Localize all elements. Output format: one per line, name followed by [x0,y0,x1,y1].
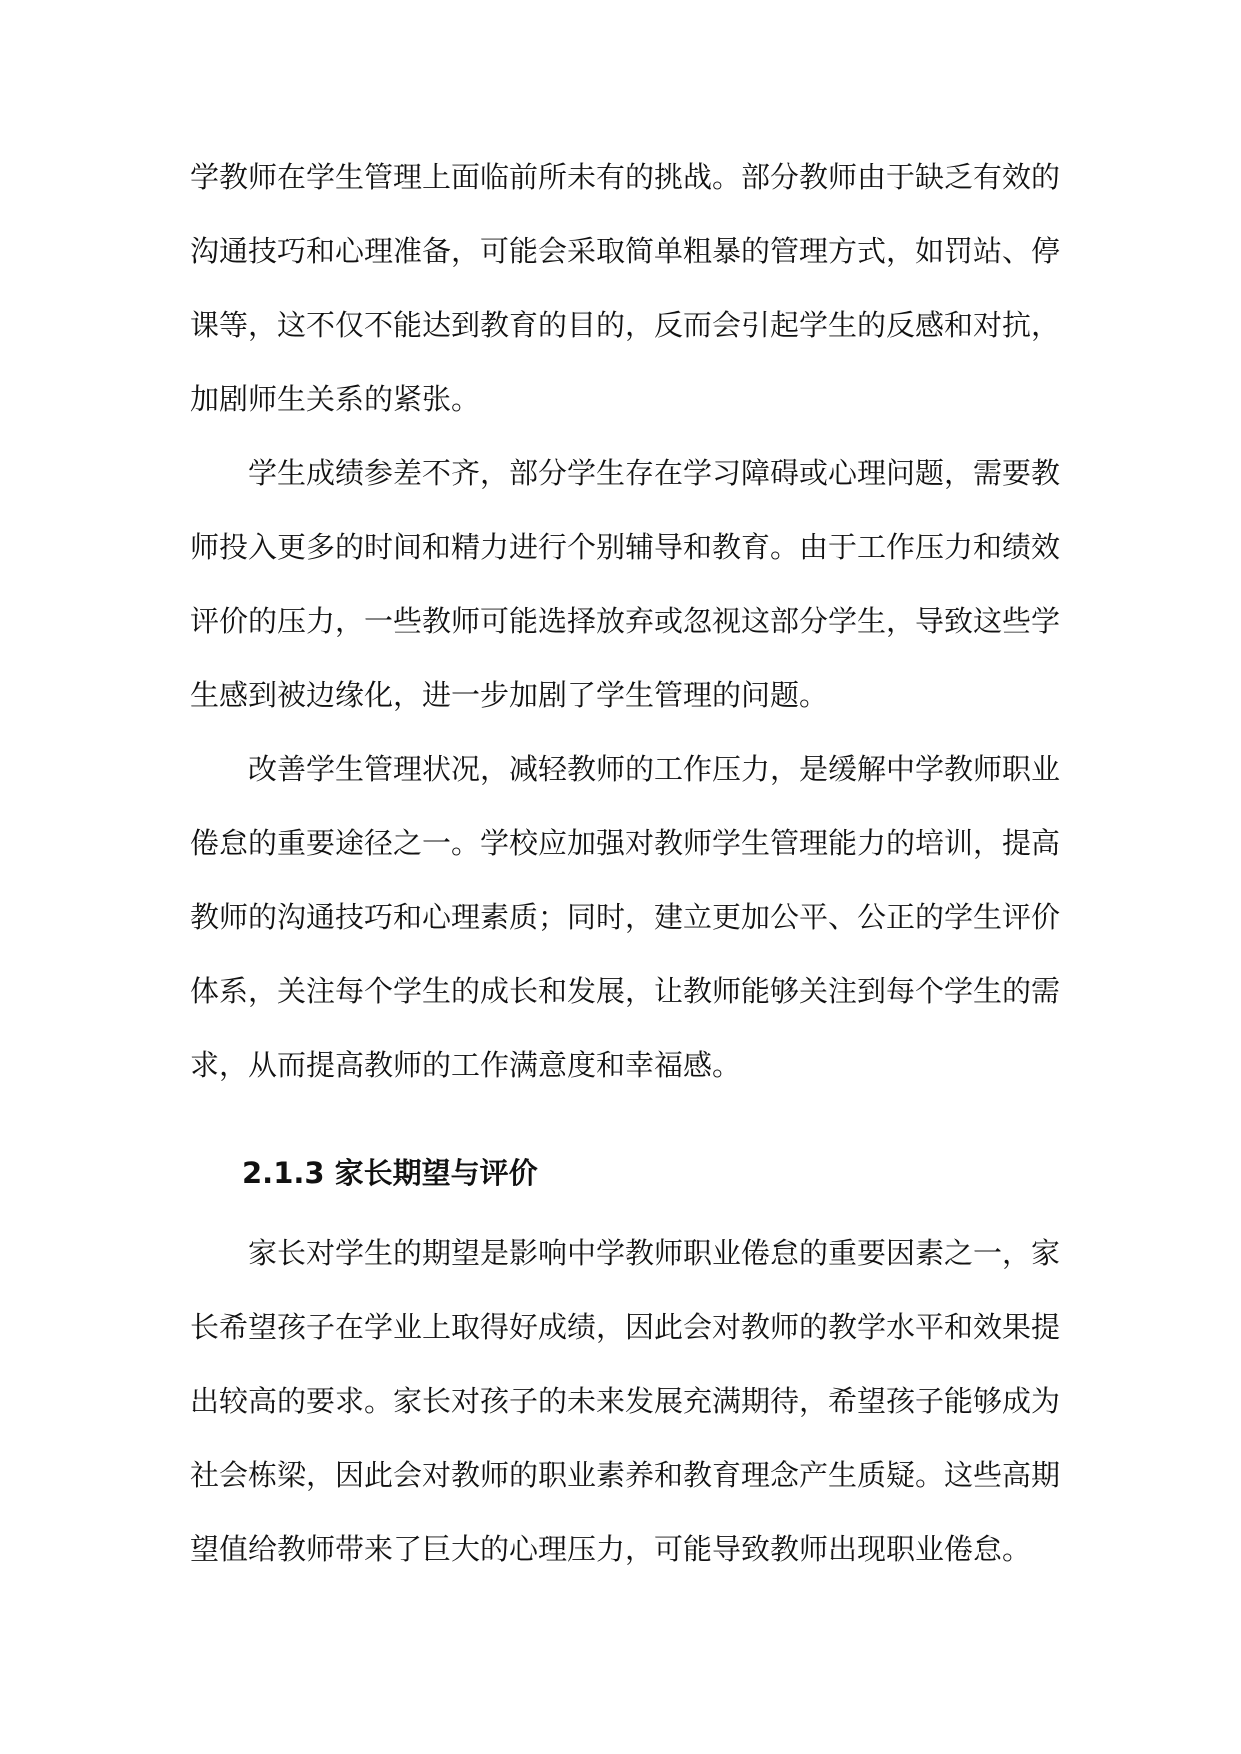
document-body [190,140,1060,1586]
paragraph-improve-management: 改善学生管理状况，减轻教师的工作压力，是缓解中学教师职业倦怠的重要途径之一。学校应加强对教师学生管理能力的培训，提高教师的沟通技巧和心理素质；同时，建立更加公平、公正的学生评价体系，关注每个学生的成长和发展，让教师能够关注到每个学生的需求，从而提高教师的工作满意度和幸福感。 [190,752,1061,1082]
paragraph-student-performance: 学生成绩参差不齐，部分学生存在学习障碍或心理问题，需要教师投入更多的时间和精力进行个别辅导和教育。由于工作压力和绩效评价的压力，一些教师可能选择放弃或忽视这部分学生，导致这些学生感到被边缘化，进一步加剧了学生管理的问题。 [190,456,1061,712]
section-heading: 2.1.3 家长期望与评价 [242,1156,538,1190]
paragraph-continued: 学教师在学生管理上面临前所未有的挑战。部分教师由于缺乏有效的沟通技巧和心理准备，可能会采取简单粗暴的管理方式，如罚站、停课等，这不仅不能达到教育的目的，反而会引起学生的反感和对抗，加剧师生关系的紧张。 [190,160,1061,416]
paragraph-parent-expectations: 家长对学生的期望是影响中学教师职业倦怠的重要因素之一，家长希望孩子在学业上取得好成绩，因此会对教师的教学水平和效果提出较高的要求。家长对孩子的未来发展充满期待，希望孩子能够成为社会栋梁，因此会对教师的职业素养和教育理念产生质疑。这些高期望值给教师带来了巨大的心理压力，可能导致教师出现职业倦怠。 [190,1236,1061,1566]
